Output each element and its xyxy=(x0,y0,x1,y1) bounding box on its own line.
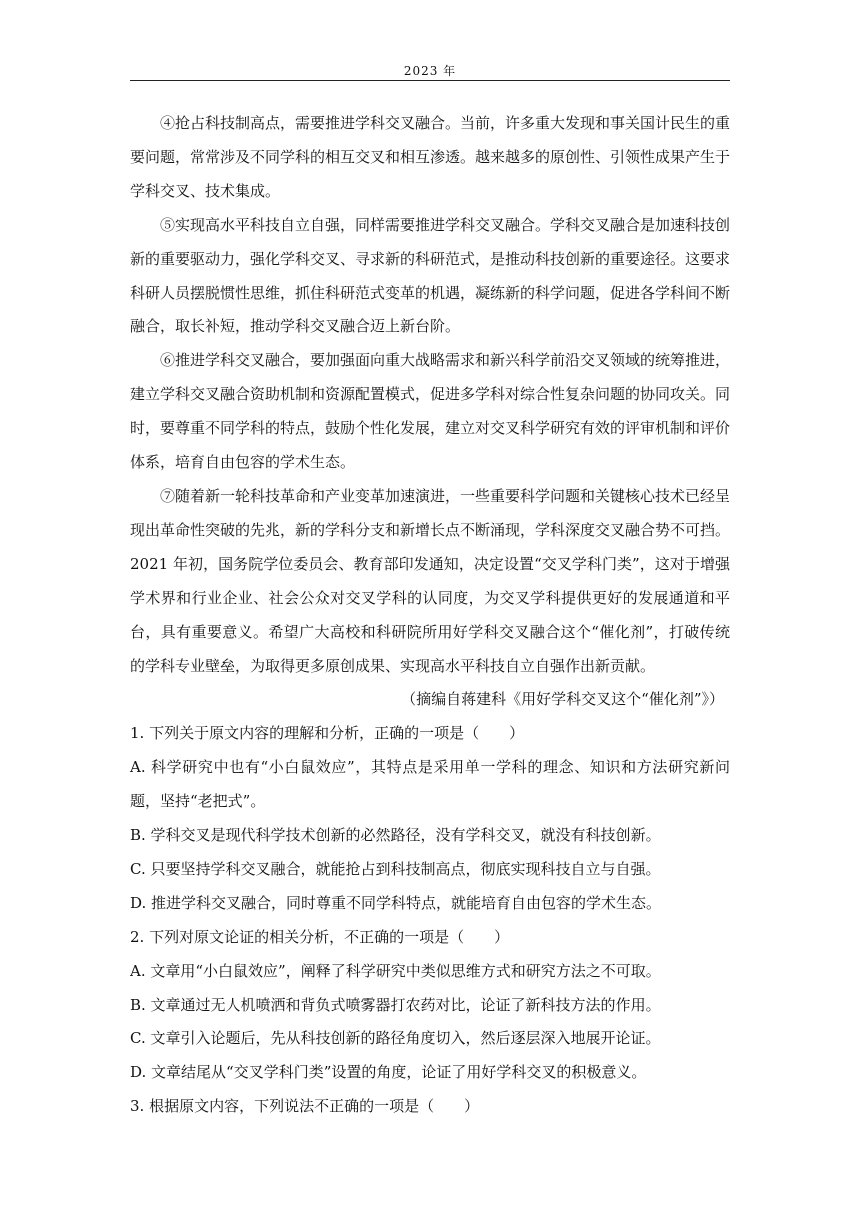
question-2-option-a: A. 文章用“小白鼠效应”，阐释了科学研究中类似思维方式和研究方法之不可取。 xyxy=(130,961,661,980)
question-2-option-b: B. 文章通过无人机喷洒和背负式喷雾器打农药对比，论证了新科技方法的作用。 xyxy=(130,995,661,1014)
question-1-option-a: A. 科学研究中也有“小白鼠效应”，其特点是采用单一学科的理念、知识和方法研究新问题，坚持“老把式”。 xyxy=(130,758,730,811)
question-2-option-d: D. 文章结尾从“交叉学科门类”设置的角度，论证了用好学科交叉的积极意义。 xyxy=(130,1063,647,1082)
paragraph-6: ⑥推进学科交叉融合，要加强面向重大战略需求和新兴科学前沿交叉领域的统筹推进，建立学科交叉融合资助机制和资源配置模式，促进多学科对综合性复杂问题的协同攻关。同时，要尊重不同学科的特点，鼓励个性化发展，建立对交叉科学研究有效的评审机制和评价体系，培育自由包容的学术生态。 xyxy=(130,351,731,472)
question-2-stem: 2. 下列对原文论证的相关分析，不正确的一项是（ ） xyxy=(130,927,510,946)
paragraph-5: ⑤实现高水平科技自立自强，同样需要推进学科交叉融合。学科交叉融合是加速科技创新的重要驱动力，强化学科交叉、寻求新的科研范式，是推动科技创新的重要途径。这要求科研人员摆脱惯性思维，抓住科研范式变革的机遇，凝练新的科学问题，促进各学科间不断融合，取长补短，推动学科交叉融合迈上新台阶。 xyxy=(130,215,731,336)
page-header: 2023 年 xyxy=(403,64,457,78)
question-1-option-c: C. 只要坚持学科交叉融合，就能抢占到科技制高点，彻底实现科技自立与自强。 xyxy=(130,859,661,878)
paragraph-4: ④抢占科技制高点，需要推进学科交叉融合。当前，许多重大发现和事关国计民生的重要问题，常常涉及不同学科的相互交叉和相互渗透。越来越多的原创性、引领性成果产生于学科交叉、技术集成。 xyxy=(130,114,731,200)
source-citation: （摘编自蒋建科《用好学科交叉这个“催化剂”》） xyxy=(401,690,724,709)
question-1-option-d: D. 推进学科交叉融合，同时尊重不同学科特点，就能培育自由包容的学术生态。 xyxy=(130,893,662,912)
question-2-option-c: C. 文章引入论题后，先从科技创新的路径角度切入，然后逐层深入地展开论证。 xyxy=(130,1029,661,1048)
paragraph-7: ⑦随着新一轮科技革命和产业变革加速演进，一些重要科学问题和关键核心技术已经呈现出革命性突破的先兆，新的学科分支和新增长点不断涌现，学科深度交叉融合势不可挡。2021 年初，国务院学位委员会、教育部印发通知，决定设置“交叉学科门类”，这对于增强学术界和行业企业、社会公众对交叉学科的认同度，为交叉学科提供更好的发展通道和平台，具有重要意义。希望广大高校和科研院所用好学科交叉融合这个“催化剂”，打破传统的学科专业壁垒，为取得更多原创成果、实现高水平科技自立自强作出新贡献。 xyxy=(130,486,731,675)
header-rule xyxy=(130,80,730,81)
question-3-stem: 3. 根据原文内容，下列说法不正确的一项是（ ） xyxy=(130,1097,480,1116)
question-1-option-b: B. 学科交叉是现代科学技术创新的必然路径，没有学科交叉，就没有科技创新。 xyxy=(130,826,661,845)
document-body xyxy=(130,107,730,1124)
question-1-stem: 1. 下列关于原文内容的理解和分析，正确的一项是（ ） xyxy=(130,724,525,743)
